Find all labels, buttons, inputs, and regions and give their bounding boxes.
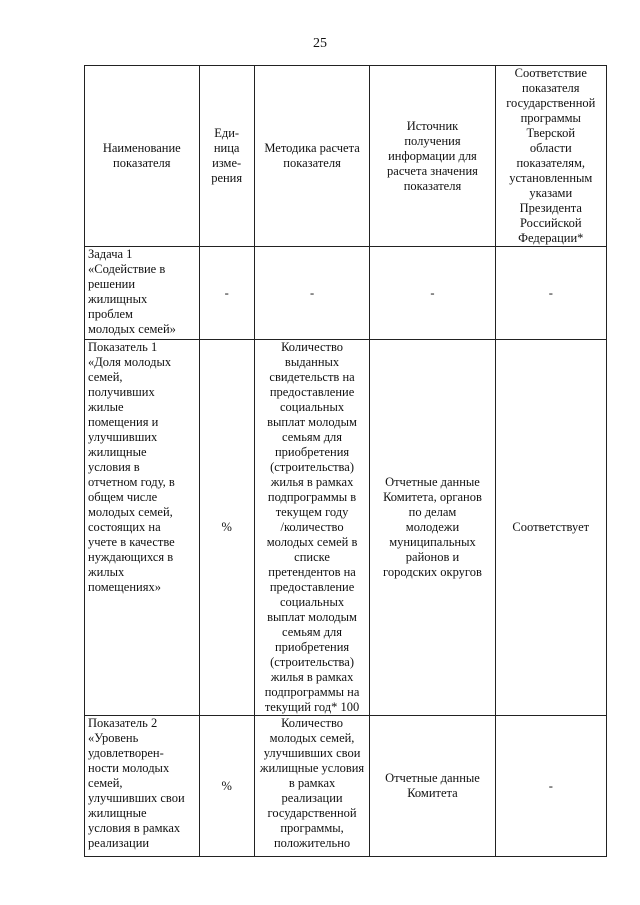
cell-name: Показатель 2 «Уровень удовлетворен- ности молодых семей, улучшивших свои жилищные условия в рамках реализации [85,716,200,857]
table-row [85,340,607,716]
cell-compliance: - [495,716,606,857]
header-compliance: Соответствие показателя государственной программы Тверской области показателям, установленным указами Президента Российской Федерации* [495,66,606,247]
cell-name: Задача 1 «Содействие в решении жилищных проблем молодых семей» [85,247,200,340]
cell-source: Отчетные данные Комитета [370,716,495,857]
header-indicator-name: Наименование показателя [85,66,200,247]
cell-compliance: - [495,247,606,340]
cell-method: Количество молодых семей, улучшивших свои жилищные условия в рамках реализации государственной программы, положительно [254,716,370,857]
cell-unit: - [199,247,254,340]
table-header-row [85,66,607,247]
cell-method: Количество выданных свидетельств на предоставление социальных выплат молодым семьям для приобретения (строительства) жилья в рамках подпрограммы в текущем году /количество молодых семей в списке претендентов на предоставление социальных выплат молодым семьям для приобретения (строительства) жилья в рамках подпрограммы на текущий год* 100 [254,340,370,716]
cell-source: Отчетные данные Комитета, органов по делам молодежи муниципальных районов и городских округов [370,340,495,716]
cell-unit: % [199,340,254,716]
table-row [85,716,607,857]
cell-compliance: Соответствует [495,340,606,716]
indicator-table [84,65,607,857]
page-number: 25 [313,36,327,51]
header-method: Методика расчета показателя [254,66,370,247]
header-source: Источник получения информации для расчета значения показателя [370,66,495,247]
cell-method: - [254,247,370,340]
cell-name: Показатель 1 «Доля молодых семей, получивших жилые помещения и улучшивших жилищные условия в отчетном году, в общем числе молодых семей, состоящих на учете в качестве нуждающихся в жилых помещениях» [85,340,200,716]
header-unit: Еди- ница изме- рения [199,66,254,247]
table-row [85,247,607,340]
cell-source: - [370,247,495,340]
cell-unit: % [199,716,254,857]
